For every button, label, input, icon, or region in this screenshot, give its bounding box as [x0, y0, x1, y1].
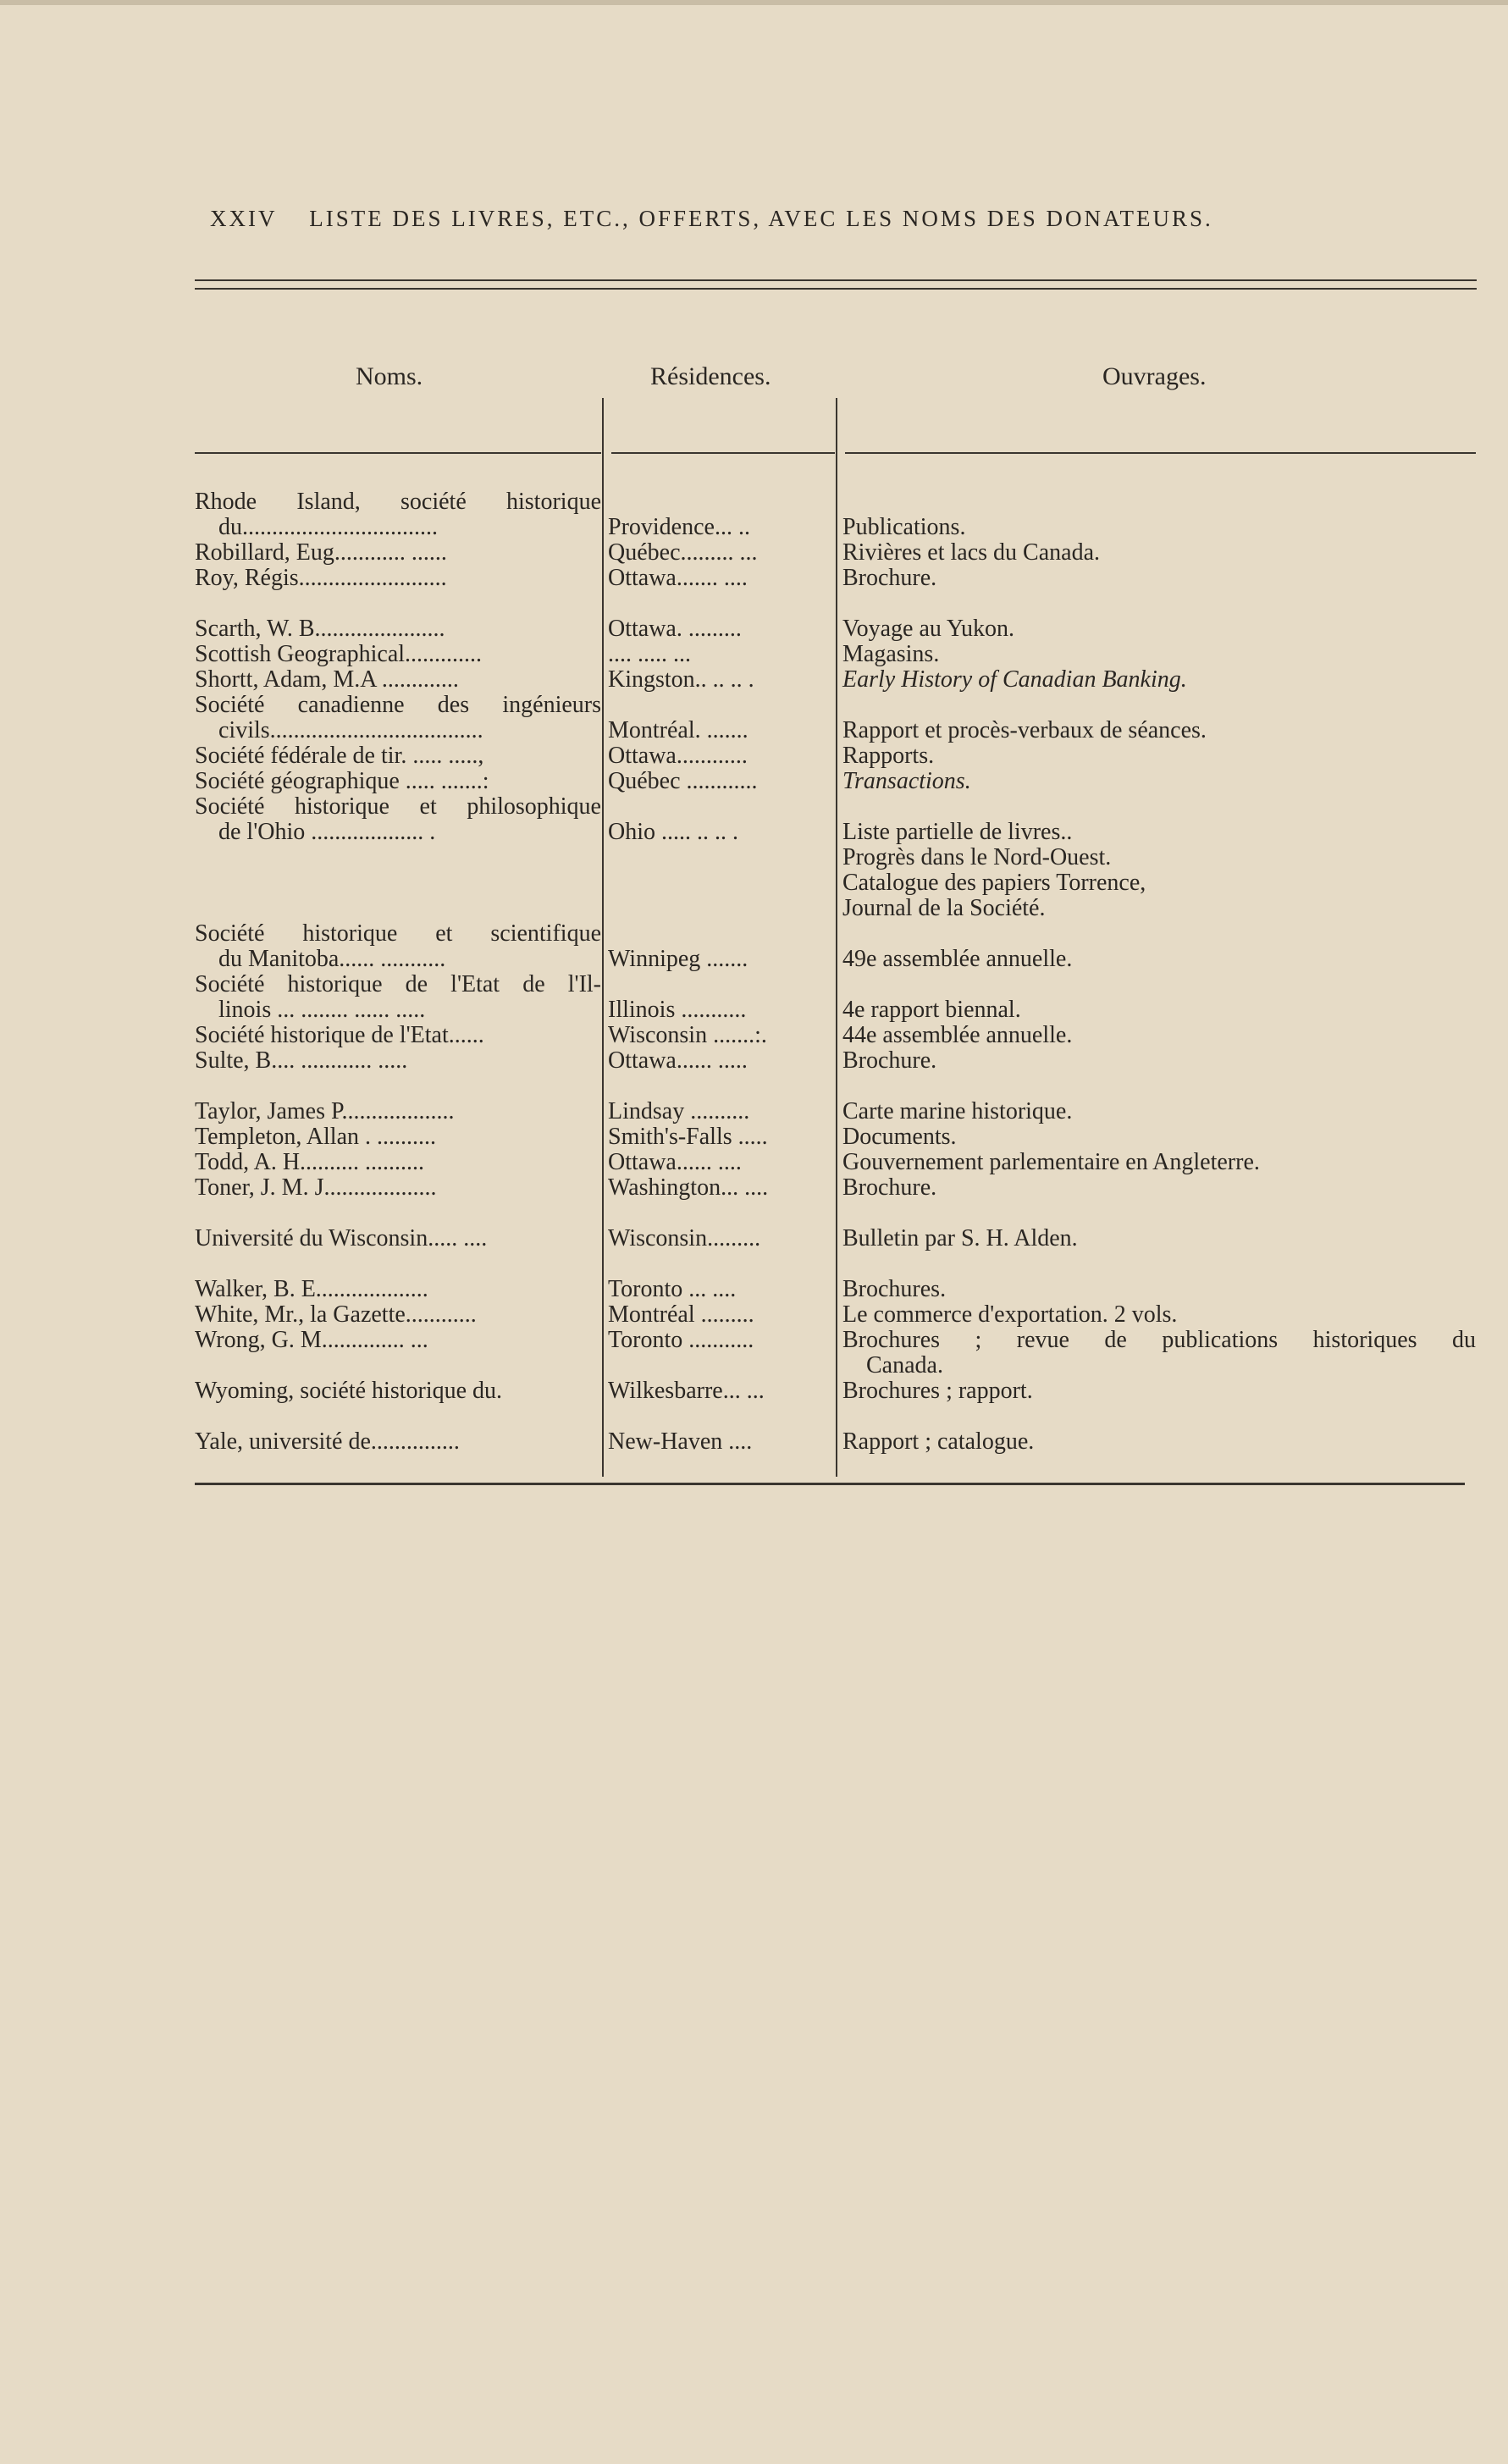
- table-row-residence: Winnipeg .......: [608, 946, 748, 972]
- table-row-works: Publications.: [842, 514, 966, 540]
- table-row-works: Brochures.: [842, 1276, 947, 1302]
- table-row-name: Roy, Régis.........................: [195, 565, 447, 591]
- table-row-works: Rapport et procès-verbaux de séances.: [842, 717, 1207, 743]
- column-header-residences: Résidences.: [650, 362, 771, 390]
- table-bottom-rule: [195, 1483, 1465, 1485]
- table-row-name: Toner, J. M. J...................: [195, 1174, 437, 1201]
- table-row-name: Yale, université de...............: [195, 1428, 460, 1455]
- table-row-name: Taylor, James P...................: [195, 1098, 455, 1124]
- table-row-name: Wyoming, société historique du.: [195, 1378, 503, 1404]
- table-row-name: Shortt, Adam, M.A .............: [195, 666, 459, 693]
- table-row-works: Magasins.: [842, 641, 940, 667]
- table-row-name: Todd, A. H.......... ..........: [195, 1149, 425, 1175]
- column-header-works: Ouvrages.: [1102, 362, 1207, 390]
- table-row-residence: Québec......... ...: [608, 539, 758, 566]
- table-row-name: Société géographique ..... .......:: [195, 768, 489, 794]
- table-row-works: Rapport ; catalogue.: [842, 1428, 1035, 1455]
- column-underline-residences: [611, 452, 835, 454]
- table-row-name: Université du Wisconsin..... ....: [195, 1225, 488, 1251]
- table-row-residence: Toronto ... ....: [608, 1276, 737, 1302]
- table-row-residence: .... ..... ...: [608, 641, 691, 667]
- table-row-name: Sulte, B.... ............ .....: [195, 1047, 408, 1074]
- page-number: XXIV: [210, 206, 278, 231]
- header-rule-thick: [195, 288, 1477, 290]
- table-row-residence: Ottawa...... ....: [608, 1149, 742, 1175]
- column-divider: [602, 398, 604, 1477]
- column-header-names: Noms.: [356, 362, 423, 390]
- table-row-works: Brochure.: [842, 565, 937, 591]
- page-edge: [0, 0, 1508, 5]
- table-row-name: Société historique et philosophique de l'Ohio ................... .: [195, 793, 601, 845]
- table-row-works: Brochures ; rapport.: [842, 1378, 1033, 1404]
- table-row-works: Rivières et lacs du Canada.: [842, 539, 1101, 566]
- table-row-name: Société historique et scientifique du Manitoba...... ...........: [195, 920, 601, 972]
- column-underline-works: [845, 452, 1476, 454]
- table-row-works: 44e assemblée annuelle.: [842, 1022, 1073, 1048]
- table-row-name: Walker, B. E...................: [195, 1276, 428, 1302]
- table-row-works: Brochures ; revue de publications historiques du Canada.: [842, 1327, 1476, 1378]
- table-row-residence: Montréal. .......: [608, 717, 748, 743]
- table-row-name: Scottish Geographical.............: [195, 641, 483, 667]
- table-row-name: Wrong, G. M.............. ...: [195, 1327, 428, 1353]
- table-row-works: Brochure.: [842, 1047, 937, 1074]
- table-row-residence: Toronto ...........: [608, 1327, 754, 1353]
- table-row-residence: New-Haven ....: [608, 1428, 753, 1455]
- table-row-works: Carte marine historique.: [842, 1098, 1073, 1124]
- table-row-name: Société historique de l'Etat......: [195, 1022, 484, 1048]
- column-underline-names: [195, 452, 601, 454]
- table-row-residence: Ohio ..... .. .. .: [608, 819, 738, 845]
- table-row-works: Early History of Canadian Banking.: [842, 666, 1187, 693]
- table-row-name: Société historique de l'Etat de l'Il- linois ... ........ ...... .....: [195, 971, 601, 1023]
- table-row-name: White, Mr., la Gazette............: [195, 1301, 477, 1328]
- table-row-residence: Ottawa. .........: [608, 616, 742, 642]
- table-row-residence: Montréal .........: [608, 1301, 754, 1328]
- table-row-residence: Ottawa...... .....: [608, 1047, 748, 1074]
- running-title: LISTE DES LIVRES, ETC., OFFERTS, AVEC LES NOMS DES DONATEURS.: [309, 206, 1213, 231]
- table-row-works: 49e assemblée annuelle.: [842, 946, 1073, 972]
- table-row-name: Templeton, Allan . ..........: [195, 1124, 437, 1150]
- table-row-residence: Québec ............: [608, 768, 758, 794]
- table-row-residence: Wilkesbarre... ...: [608, 1378, 765, 1404]
- table-row-residence: Ottawa............: [608, 743, 748, 769]
- table-row-works: Gouvernement parlementaire en Angleterre.: [842, 1149, 1260, 1175]
- table-row-residence: Illinois ...........: [608, 997, 747, 1023]
- table-row-works: Le commerce d'exportation. 2 vols.: [842, 1301, 1178, 1328]
- table-row-name: Robillard, Eug............ ......: [195, 539, 447, 566]
- table-row-residence: Ottawa....... ....: [608, 565, 748, 591]
- table-row-residence: Smith's-Falls .....: [608, 1124, 768, 1150]
- table-row-name: Société fédérale de tir. ..... .....,: [195, 743, 484, 769]
- table-row-residence: Providence... ..: [608, 514, 750, 540]
- table-row-works: Voyage au Yukon.: [842, 616, 1014, 642]
- header-rule-thin: [195, 279, 1477, 281]
- table-row-residence: Wisconsin .......:.: [608, 1022, 767, 1048]
- table-row-residence: Kingston.. .. .. .: [608, 666, 754, 693]
- table-row-works: Brochure.: [842, 1174, 937, 1201]
- table-row-name: Société canadienne des ingénieurs civils....................................: [195, 692, 601, 743]
- table-row-residence: Washington... ....: [608, 1174, 769, 1201]
- table-row-residence: Wisconsin.........: [608, 1225, 761, 1251]
- table-row-works: Liste partielle de livres.. Progrès dans le Nord-Ouest. Catalogue des papiers Torrence, Journal de la Société.: [842, 819, 1146, 921]
- running-header: [210, 206, 1345, 232]
- table-row-works: Rapports.: [842, 743, 935, 769]
- table-row-name: Rhode Island, société historique du.................................: [195, 489, 601, 540]
- table-row-works: 4e rapport biennal.: [842, 997, 1021, 1023]
- table-row-works: Transactions.: [842, 768, 971, 794]
- table-row-name: Scarth, W. B......................: [195, 616, 445, 642]
- table-row-works: Bulletin par S. H. Alden.: [842, 1225, 1078, 1251]
- table-row-residence: Lindsay ..........: [608, 1098, 750, 1124]
- column-divider: [836, 398, 837, 1477]
- table-row-works: Documents.: [842, 1124, 957, 1150]
